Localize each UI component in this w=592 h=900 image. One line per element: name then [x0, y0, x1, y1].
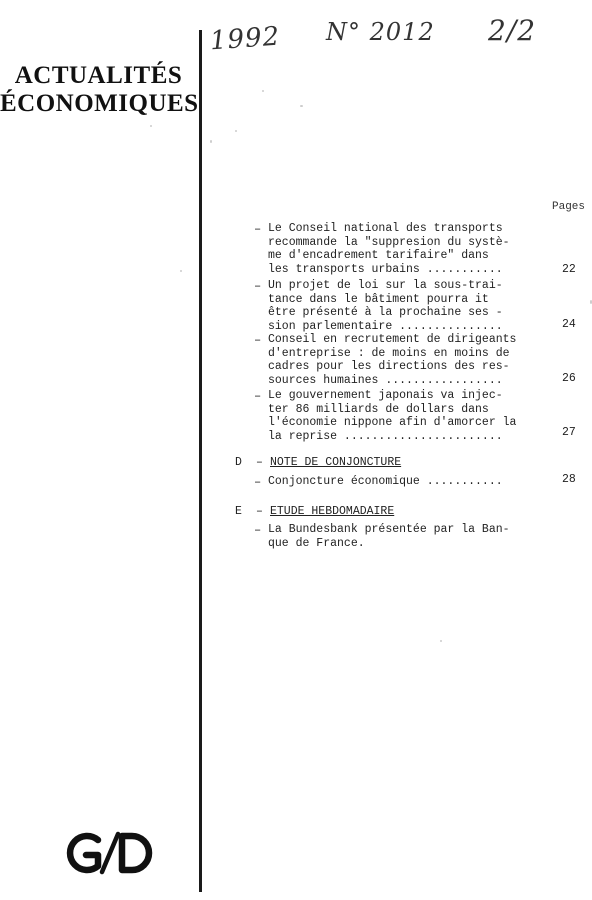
- entry-page-number: 27: [562, 426, 576, 439]
- entry-line: la reprise .......................: [268, 429, 503, 443]
- entry-dash: –: [254, 333, 262, 347]
- entry-line: me d'encadrement tarifaire" dans: [268, 249, 489, 262]
- entry-line: les transports urbains ...........: [268, 262, 503, 276]
- section-title: ETUDE HEBDOMADAIRE: [270, 505, 395, 518]
- toc-entry: [254, 222, 514, 276]
- entry-line: que de France.: [268, 536, 365, 550]
- entry-page-number: 24: [562, 318, 576, 331]
- entry-line: Le Conseil national des transports: [268, 222, 503, 235]
- publication-title-line1: ACTUALITÉS: [14, 62, 183, 89]
- pages-column-header: Pages: [552, 201, 586, 213]
- vertical-rule: [199, 30, 202, 892]
- entry-line: Le gouvernement japonais va injec-: [268, 389, 503, 402]
- section-title: NOTE DE CONJONCTURE: [270, 456, 402, 469]
- entry-line: ter 86 milliards de dollars dans: [268, 402, 489, 416]
- entry-line: recommande la "suppresion du systè-: [268, 235, 510, 249]
- entry-dash: –: [254, 222, 262, 236]
- toc-entry: [254, 279, 514, 333]
- publication-title-line2: ÉCONOMIQUES: [0, 90, 199, 117]
- entry-page-number: 22: [562, 263, 576, 276]
- logo-text: G/D: [58, 828, 60, 829]
- entry-page-number: 26: [562, 372, 576, 385]
- toc-entry: [254, 389, 517, 443]
- entry-dash: –: [254, 523, 262, 537]
- section-letter: D: [235, 456, 242, 469]
- gd-logo-icon: [58, 828, 160, 878]
- entry-line: l'économie nippone afin d'amorcer la: [268, 416, 517, 429]
- entry-line: cadres pour les directions des res-: [268, 360, 510, 373]
- entry-line: sources humaines .................: [268, 373, 503, 387]
- section-letter: E: [235, 505, 242, 518]
- toc-entry: [254, 475, 514, 489]
- handwritten-year: 1992: [209, 21, 282, 57]
- entry-line: Un projet de loi sur la sous-trai-: [268, 279, 503, 292]
- handwritten-part-fraction: 2/2: [488, 14, 537, 47]
- entry-dash: –: [254, 279, 262, 293]
- entry-line: Conseil en recrutement de dirigeants: [268, 333, 517, 346]
- toc-entry: [254, 333, 517, 387]
- entry-dash: –: [254, 475, 262, 489]
- entry-line: Conjoncture économique ...........: [268, 475, 503, 488]
- toc-entry: [254, 523, 514, 550]
- entry-line: tance dans le bâtiment pourra it: [268, 292, 489, 306]
- entry-page-number: 28: [562, 473, 576, 486]
- entry-line: d'entreprise : de moins en moins de: [268, 346, 510, 360]
- handwritten-issue-number: N° 2012: [326, 18, 435, 46]
- section-dash: –: [256, 456, 263, 469]
- section-dash: –: [256, 505, 263, 518]
- entry-dash: –: [254, 389, 262, 403]
- entry-line: sion parlementaire ...............: [268, 319, 503, 333]
- entry-line: être présenté à la prochaine ses -: [268, 306, 503, 319]
- entry-line: La Bundesbank présentée par la Ban-: [268, 523, 510, 536]
- publication-title: [0, 62, 197, 118]
